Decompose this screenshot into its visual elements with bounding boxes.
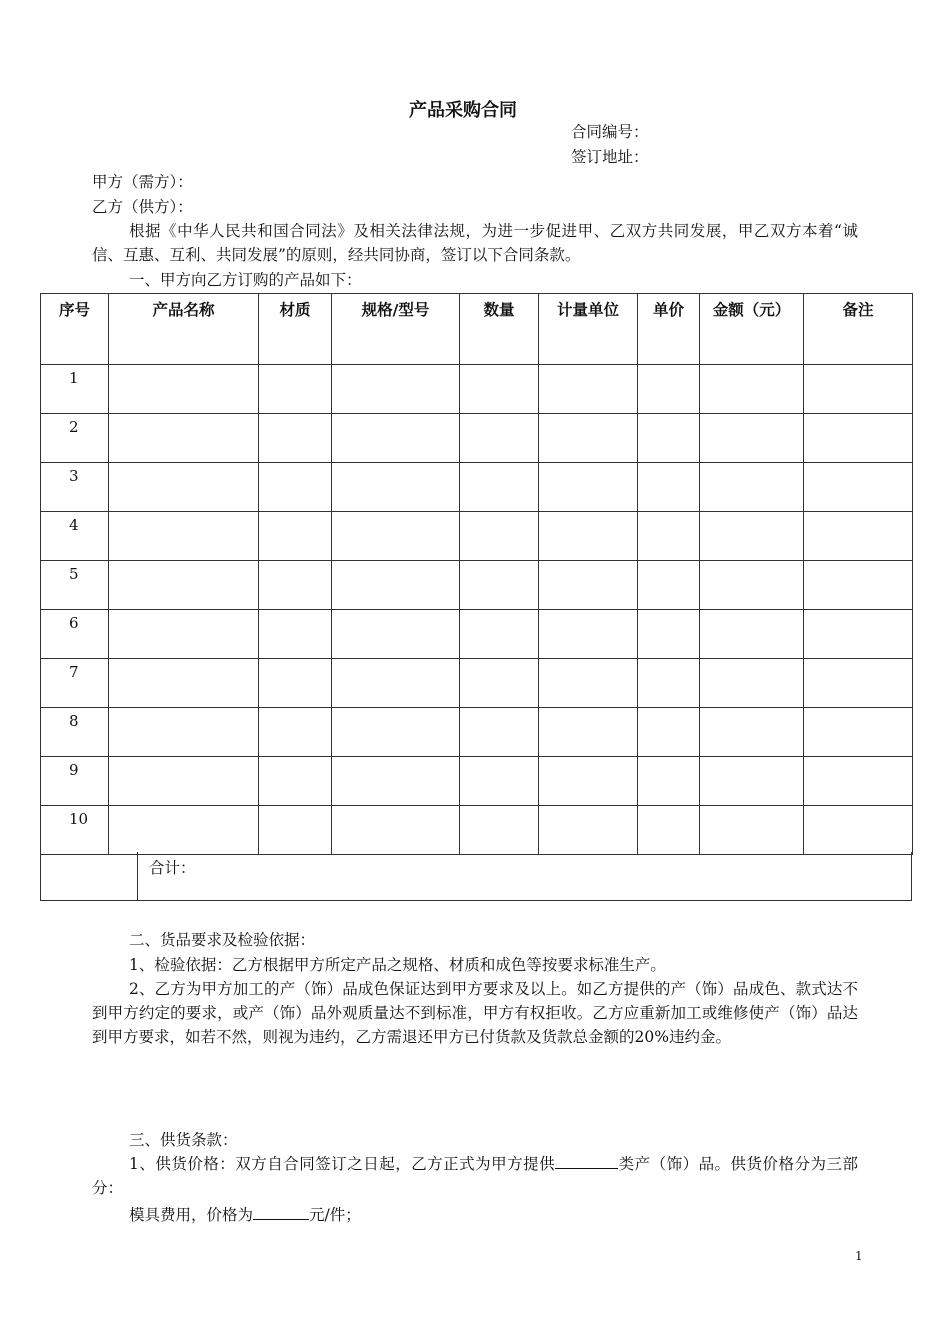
table-cell — [700, 806, 804, 855]
table-cell — [804, 659, 913, 708]
table-cell — [539, 561, 638, 610]
table-cell — [109, 365, 259, 414]
header-cell-index: 序号 — [41, 294, 109, 365]
table-cell — [259, 365, 332, 414]
table-cell — [700, 512, 804, 561]
table-cell — [638, 708, 700, 757]
page-number: 1 — [855, 1249, 863, 1263]
row-number-cell: 9 — [41, 757, 109, 806]
table-cell — [332, 561, 460, 610]
table-cell — [332, 708, 460, 757]
table-cell — [460, 659, 539, 708]
total-row — [40, 852, 912, 901]
table-cell — [700, 365, 804, 414]
section1-heading: 一、甲方向乙方订购的产品如下： — [129, 271, 362, 289]
table-cell — [259, 708, 332, 757]
row-number-cell: 4 — [41, 512, 109, 561]
table-cell — [804, 512, 913, 561]
table-row — [41, 414, 913, 463]
row-number-cell: 10 — [41, 806, 109, 855]
table-cell — [539, 806, 638, 855]
table-row — [41, 561, 913, 610]
table-row — [41, 463, 913, 512]
table-cell — [638, 512, 700, 561]
mold-fee-text-after: 元/件； — [309, 1206, 361, 1224]
table-cell — [804, 806, 913, 855]
table-cell — [638, 757, 700, 806]
table-cell — [109, 757, 259, 806]
table-cell — [638, 365, 700, 414]
table-row — [41, 757, 913, 806]
section2-item2: 2、乙方为甲方加工的产（饰）品成色保证达到甲方要求及以上。如乙方提供的产（饰）品成色、款式达不到甲方约定的要求，或产（饰）品外观质量达不到标准，甲方有权拒收。乙方应重新加工或维修使产（饰）品达到甲方要求，如若不然，则视为违约，乙方需退还甲方已付货款及货款总金额的20%违约金。 — [92, 980, 858, 1046]
table-row — [41, 512, 913, 561]
table-cell — [700, 610, 804, 659]
header-cell-material: 材质 — [259, 294, 332, 365]
table-cell — [259, 806, 332, 855]
table-row — [41, 659, 913, 708]
table-cell — [109, 708, 259, 757]
table-cell — [109, 414, 259, 463]
table-cell — [460, 757, 539, 806]
table-row — [41, 610, 913, 659]
header-cell-remarks: 备注 — [804, 294, 913, 365]
table-cell — [804, 463, 913, 512]
table-cell — [638, 463, 700, 512]
table-cell — [259, 561, 332, 610]
table-cell — [109, 561, 259, 610]
table-cell — [109, 512, 259, 561]
total-row-divider — [137, 852, 138, 900]
table-cell — [259, 659, 332, 708]
product-type-blank — [555, 1152, 618, 1169]
table-cell — [332, 610, 460, 659]
table-cell — [804, 708, 913, 757]
table-cell — [460, 806, 539, 855]
table-cell — [638, 561, 700, 610]
document-title: 产品采购合同 — [409, 100, 517, 121]
table-cell — [804, 561, 913, 610]
mold-price-blank — [253, 1203, 309, 1220]
table-cell — [460, 561, 539, 610]
header-cell-amount: 金额（元） — [700, 294, 804, 365]
table-cell — [539, 414, 638, 463]
row-number-cell: 5 — [41, 561, 109, 610]
table-cell — [332, 414, 460, 463]
intro-paragraph: 根据《中华人民共和国合同法》及相关法律法规，为进一步促进甲、乙双方共同发展，甲乙双方本着“诚信、互惠、互利、共同发展”的原则，经共同协商，签订以下合同条款。 — [92, 222, 858, 264]
table-cell — [804, 757, 913, 806]
table-cell — [332, 512, 460, 561]
table-row — [41, 806, 913, 855]
table-cell — [259, 757, 332, 806]
table-cell — [539, 512, 638, 561]
table-cell — [638, 659, 700, 708]
row-number-cell: 3 — [41, 463, 109, 512]
section3-item1 — [92, 1152, 858, 1200]
table-cell — [700, 757, 804, 806]
row-number-cell: 8 — [41, 708, 109, 757]
total-label: 合计： — [149, 859, 196, 877]
table-cell — [700, 708, 804, 757]
table-cell — [638, 806, 700, 855]
table-cell — [638, 414, 700, 463]
table-cell — [804, 414, 913, 463]
table-cell — [539, 463, 638, 512]
table-cell — [460, 708, 539, 757]
table-row — [41, 365, 913, 414]
table-cell — [700, 561, 804, 610]
section2-heading: 二、货品要求及检验依据： — [129, 931, 316, 949]
table-cell — [700, 463, 804, 512]
section3-item1-text-before: 1、供货价格：双方自合同签订之日起，乙方正式为甲方提供 — [129, 1155, 556, 1173]
table-cell — [332, 365, 460, 414]
table-cell — [700, 414, 804, 463]
table-cell — [539, 708, 638, 757]
header-cell-spec-model: 规格/型号 — [332, 294, 460, 365]
mold-fee-line — [129, 1203, 361, 1226]
product-table — [40, 293, 913, 855]
table-cell — [804, 365, 913, 414]
table-body — [41, 365, 913, 855]
table-cell — [332, 806, 460, 855]
sign-place-label: 签订地址： — [571, 148, 649, 166]
header-cell-unit-price: 单价 — [638, 294, 700, 365]
table-cell — [539, 659, 638, 708]
table-cell — [460, 512, 539, 561]
row-number-cell: 7 — [41, 659, 109, 708]
table-cell — [332, 463, 460, 512]
table-cell — [332, 659, 460, 708]
table-cell — [332, 757, 460, 806]
header-cell-quantity: 数量 — [460, 294, 539, 365]
table-cell — [460, 463, 539, 512]
table-cell — [109, 610, 259, 659]
table-cell — [460, 610, 539, 659]
table-cell — [539, 610, 638, 659]
table-cell — [109, 463, 259, 512]
header-cell-product-name: 产品名称 — [109, 294, 259, 365]
section2-item1: 1、检验依据：乙方根据甲方所定产品之规格、材质和成色等按要求标准生产。 — [129, 956, 666, 974]
contract-number-label: 合同编号： — [571, 123, 649, 141]
section3-item1-text-after: 类产（饰）品。供货价格分为三部分： — [92, 1155, 858, 1197]
table-cell — [638, 610, 700, 659]
row-number-cell: 2 — [41, 414, 109, 463]
table-cell — [259, 463, 332, 512]
table-cell — [460, 365, 539, 414]
table-cell — [804, 610, 913, 659]
row-number-cell: 1 — [41, 365, 109, 414]
party-a-label: 甲方（需方）： — [92, 173, 193, 191]
table-row — [41, 708, 913, 757]
table-cell — [259, 414, 332, 463]
mold-fee-text-before: 模具费用，价格为 — [129, 1206, 254, 1224]
table-cell — [259, 512, 332, 561]
table-cell — [259, 610, 332, 659]
table-cell — [109, 659, 259, 708]
table-cell — [539, 757, 638, 806]
table-header-row — [41, 294, 913, 365]
row-number-cell: 6 — [41, 610, 109, 659]
table-cell — [700, 659, 804, 708]
table-cell — [460, 414, 539, 463]
table-cell — [539, 365, 638, 414]
section3-heading: 三、供货条款： — [129, 1131, 238, 1149]
party-b-label: 乙方（供方）： — [92, 198, 193, 216]
header-cell-unit: 计量单位 — [539, 294, 638, 365]
table-cell — [109, 806, 259, 855]
